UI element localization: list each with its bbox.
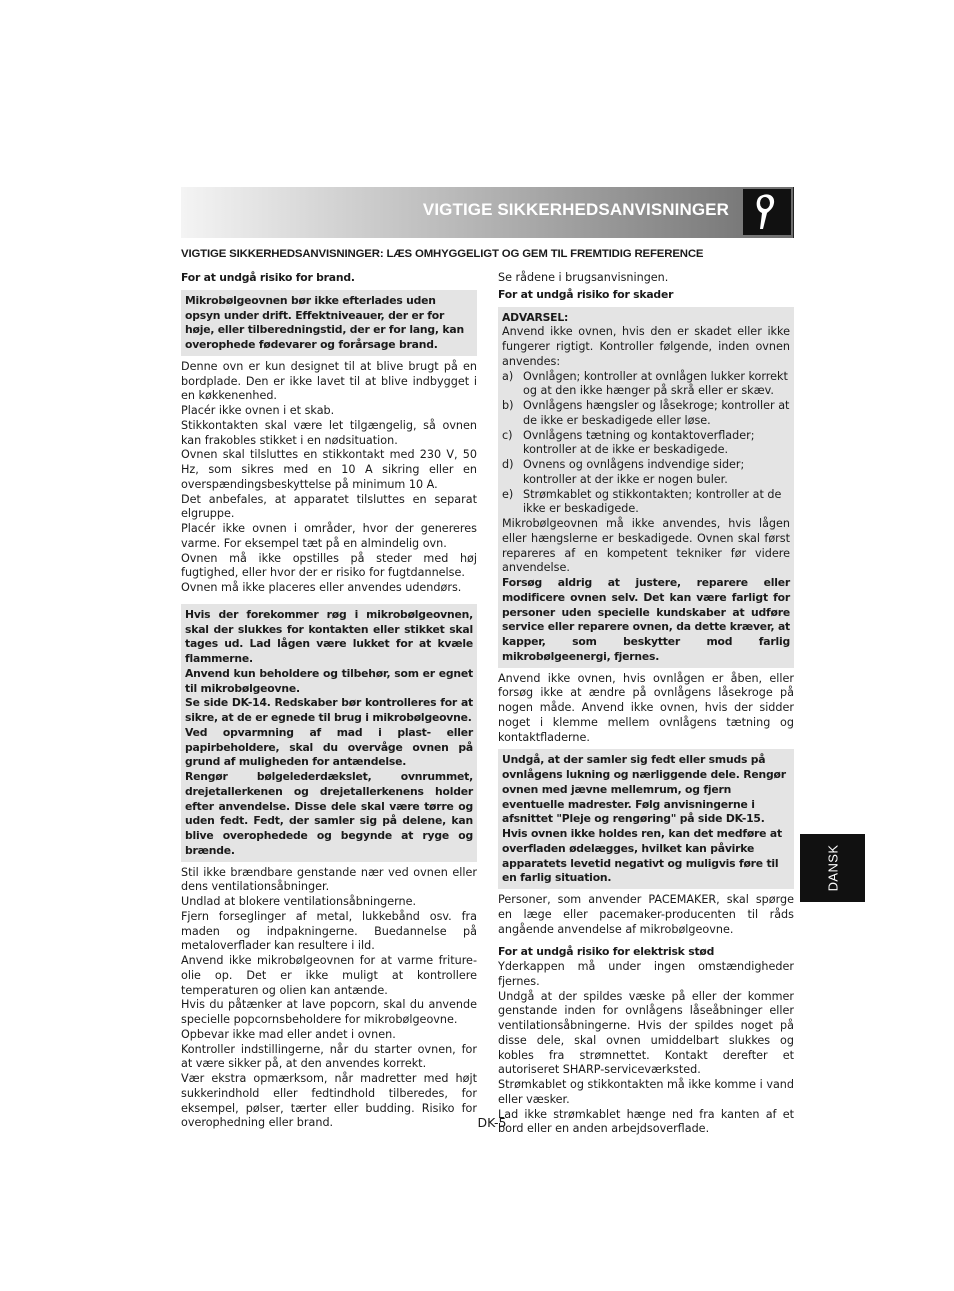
language-label: DANSK xyxy=(825,844,840,892)
injury-heading: For at undgå risiko for skader xyxy=(498,287,674,301)
warning-after: Mikrobølgeovnen må ikke anvendes, hvis lågen eller hængslerne er beskadigede. Ovnen skal først repareres af en kompetent tekniker før videre anvendelse. xyxy=(502,517,790,575)
paragraph: Stil ikke brændbare genstande nær ved ovnen eller dens ventilationsåbninger. xyxy=(181,865,477,894)
cleaning-warning-box: Undgå, at der samler sig fedt eller smuds på ovnlågens lukning og nærliggende dele. Rengør ovnen med jævne mellemrum, og fjern eventuelle madrester. Følg anvisningerne i afsnittet "Pleje og rengøring" på side DK-15. Hvis ovnen ikke holdes ren, kan det medføre at overfladen ødelægges, hvilket kan påvirke apparatets levetid negativt og muligvis føre til en farlig situation. xyxy=(498,749,794,889)
box-paragraph: Rengør bølgelederdækslet, ovnrummet, drejetallerkenen og drejetallerkenens holder efter anvendelse. Disse dele skal være tørre og uden fedt. Fedt, der samler sig på delene, kan blive overophedede og begynde at ryge og brænde. xyxy=(185,770,473,857)
paragraph: Ovnen skal tilsluttes en stikkontakt med 230 V, 50 Hz, som sikres med en 10 A sikring eller en overspændingsbeskyttelse på minimum 10 A. xyxy=(181,448,477,491)
list-item: e) Strømkablet og stikkontakten; kontroller at de ikke er beskadigede. xyxy=(502,487,782,516)
hand-pointing-up-icon xyxy=(743,189,791,235)
paragraph: Yderkappen må under ingen omstændigheder fjernes. xyxy=(498,960,794,988)
smoke-warning-box xyxy=(181,604,477,862)
list-item: c) Ovnlågens tætning og kontaktoverflader; kontroller at de ikke er beskadigede. xyxy=(502,428,755,457)
paragraph: Vær ekstra opmærksom, når madretter med højt sukkerindhold eller fedtindhold tilberedes, for eksempel, pølser, tærter eller budding. Risiko for overophedning eller brand. xyxy=(181,1072,477,1130)
intro-text: Se rådene i brugsanvisningen. xyxy=(498,271,669,284)
box-paragraph: Anvend kun beholdere og tilbehør, som er egnet til mikrobølgeovne. xyxy=(185,666,473,695)
warning-label: ADVARSEL: xyxy=(502,310,569,324)
list-item: a) Ovnlågen; kontroller at ovnlågen lukker korrekt og at den ikke hænger på skrå eller er skæv. xyxy=(502,369,788,398)
paragraph: Undlad at blokere ventilationsåbningerne. xyxy=(181,895,417,908)
list-item: d) Ovnens og ovnlågens indvendige sider; kontroller at der ikke er nogen buler. xyxy=(502,458,745,486)
fire-heading: For at undgå risiko for brand. xyxy=(181,271,355,284)
pacemaker-text: Personer, som anvender PACEMAKER, skal spørge en læge eller pacemaker-producenten til råds angående anvendelse af mikrobølgeovne. xyxy=(498,893,794,936)
main-heading: VIGTIGE SIKKERHEDSANVISNINGER: LÆS OMHYGGELIGT OG GEM TIL FREMTIDIG REFERENCE xyxy=(181,248,704,260)
page-number: DK-5 xyxy=(477,1115,507,1130)
paragraph: Lad ikke strømkablet hænge ned fra kanten af et bord eller en anden arbejdsoverflade. xyxy=(498,1107,794,1136)
right-column xyxy=(498,271,794,1137)
paragraph: Hvis du påtænker at lave popcorn, skal du anvende specielle popcornsbeholdere for mikrobølgeovne. xyxy=(181,998,477,1026)
language-tab xyxy=(800,834,865,902)
paragraph: Anvend ikke ovnen, hvis ovnlågen er åben, eller forsøg ikke at ændre på ovnlågens låsekroge på nogen måde. Anvend ikke ovnen, hvis der sidder noget i klemme mellem ovnlågens tætning og kontaktfladerne. xyxy=(498,671,794,744)
list-item: b) Ovnlågens hængsler og låsekroge; kontroller at de ikke er beskadigede eller løse. xyxy=(502,399,790,427)
paragraph: Opbevar ikke mad eller andet i ovnen. xyxy=(181,1027,396,1041)
paragraph: Placér ikke ovnen i et skab. xyxy=(181,404,335,417)
warning-text: Anvend ikke ovnen, hvis den er skadet eller ikke fungerer rigtigt. Kontroller følgende, inden ovnen anvendes: xyxy=(502,325,790,368)
injury-warning-box xyxy=(498,307,794,668)
paragraph: Ovnen må ikke opstilles på steder med høj fugtighed, eller hvor der er risiko for fugtdannelse. xyxy=(181,551,477,580)
paragraph: Fjern forseglinger af metal, lukkebånd osv. fra maden og indpakningerne. Buedannelse på metaloverflader kan resultere i ild. xyxy=(181,909,477,953)
box-paragraph: Hvis der forekommer røg i mikrobølgeovnen, skal der slukkes for kontakten eller stikket skal tages ud. Lad lågen være lukket for at kvæle flammerne. xyxy=(185,607,473,665)
fire-warning-box: Mikrobølgeovnen bør ikke efterlades uden opsyn under drift. Effektniveauer, der er for høje, eller tilberedningstid, der er for lang, kan overophede fødevarer og forårsage brand. xyxy=(181,290,477,356)
paragraph: Kontroller indstillingerne, når du starter ovnen, for at være sikker på, at den anvendes korrekt. xyxy=(181,1042,477,1071)
left-column xyxy=(181,271,477,1131)
shock-heading: For at undgå risiko for elektrisk stød xyxy=(498,945,715,959)
paragraph: Anvend ikke mikrobølgeovnen for at varme fritureolie op. Det er ikke muligt at kontrollere temperaturen og olien kan antænde. xyxy=(181,954,477,997)
paragraph: Det anbefales, at apparatet tilsluttes en separat elgruppe. xyxy=(181,492,477,521)
box-paragraph: Ved opvarmning af mad i plast- eller papirbeholdere, skal du overvåge ovnen på grund af muligheden for antændelse. xyxy=(185,725,473,769)
paragraph: Strømkablet og stikkontakten må ikke komme i vand eller væsker. xyxy=(498,1078,794,1106)
paragraph: Ovnen må ikke placeres eller anvendes udendørs. xyxy=(181,581,462,594)
paragraph: Undgå at der spildes væske på eller der kommer genstande inden for ovnlågens låseåbninger eller ventilationsåbningerne. Hvis der spildes noget på disse dele, skal ovnen umiddelbart slukkes og kobles fra strømnettet. Kontakt derefter et autoriseret SHARP-serviceværksted. xyxy=(498,989,794,1077)
header-title: VIGTIGE SIKKERHEDSANVISNINGER xyxy=(422,200,729,219)
section-header xyxy=(181,187,794,238)
paragraph: Placér ikke ovnen i områder, hvor der genereres varme. For eksempel tæt på en almindelig ovn. xyxy=(181,522,477,550)
paragraph: Stikkontakten skal være let tilgængelig, så ovnen kan frakobles stikket i en nødsituation. xyxy=(181,418,477,447)
inspection-checklist xyxy=(502,370,790,518)
box-paragraph: Se side DK-14. Redskaber bør kontrolleres for at sikre, at de er egnede til brug i mikrobølgeovne. xyxy=(185,696,473,724)
warning-bold: Forsøg aldrig at justere, reparere eller modificere ovnen selv. Det kan være farligt for personer uden specielle kundskaber at udføre service eller reparere ovnen, da dette kræver, at kapper, som beskytter mod farlig mikrobølgeenergi, fjernes. xyxy=(502,576,790,663)
paragraph: Denne ovn er kun designet til at blive brugt på en bordplade. Den er ikke lavet til at blive indbygget i en køkkenenhed. xyxy=(181,359,477,403)
